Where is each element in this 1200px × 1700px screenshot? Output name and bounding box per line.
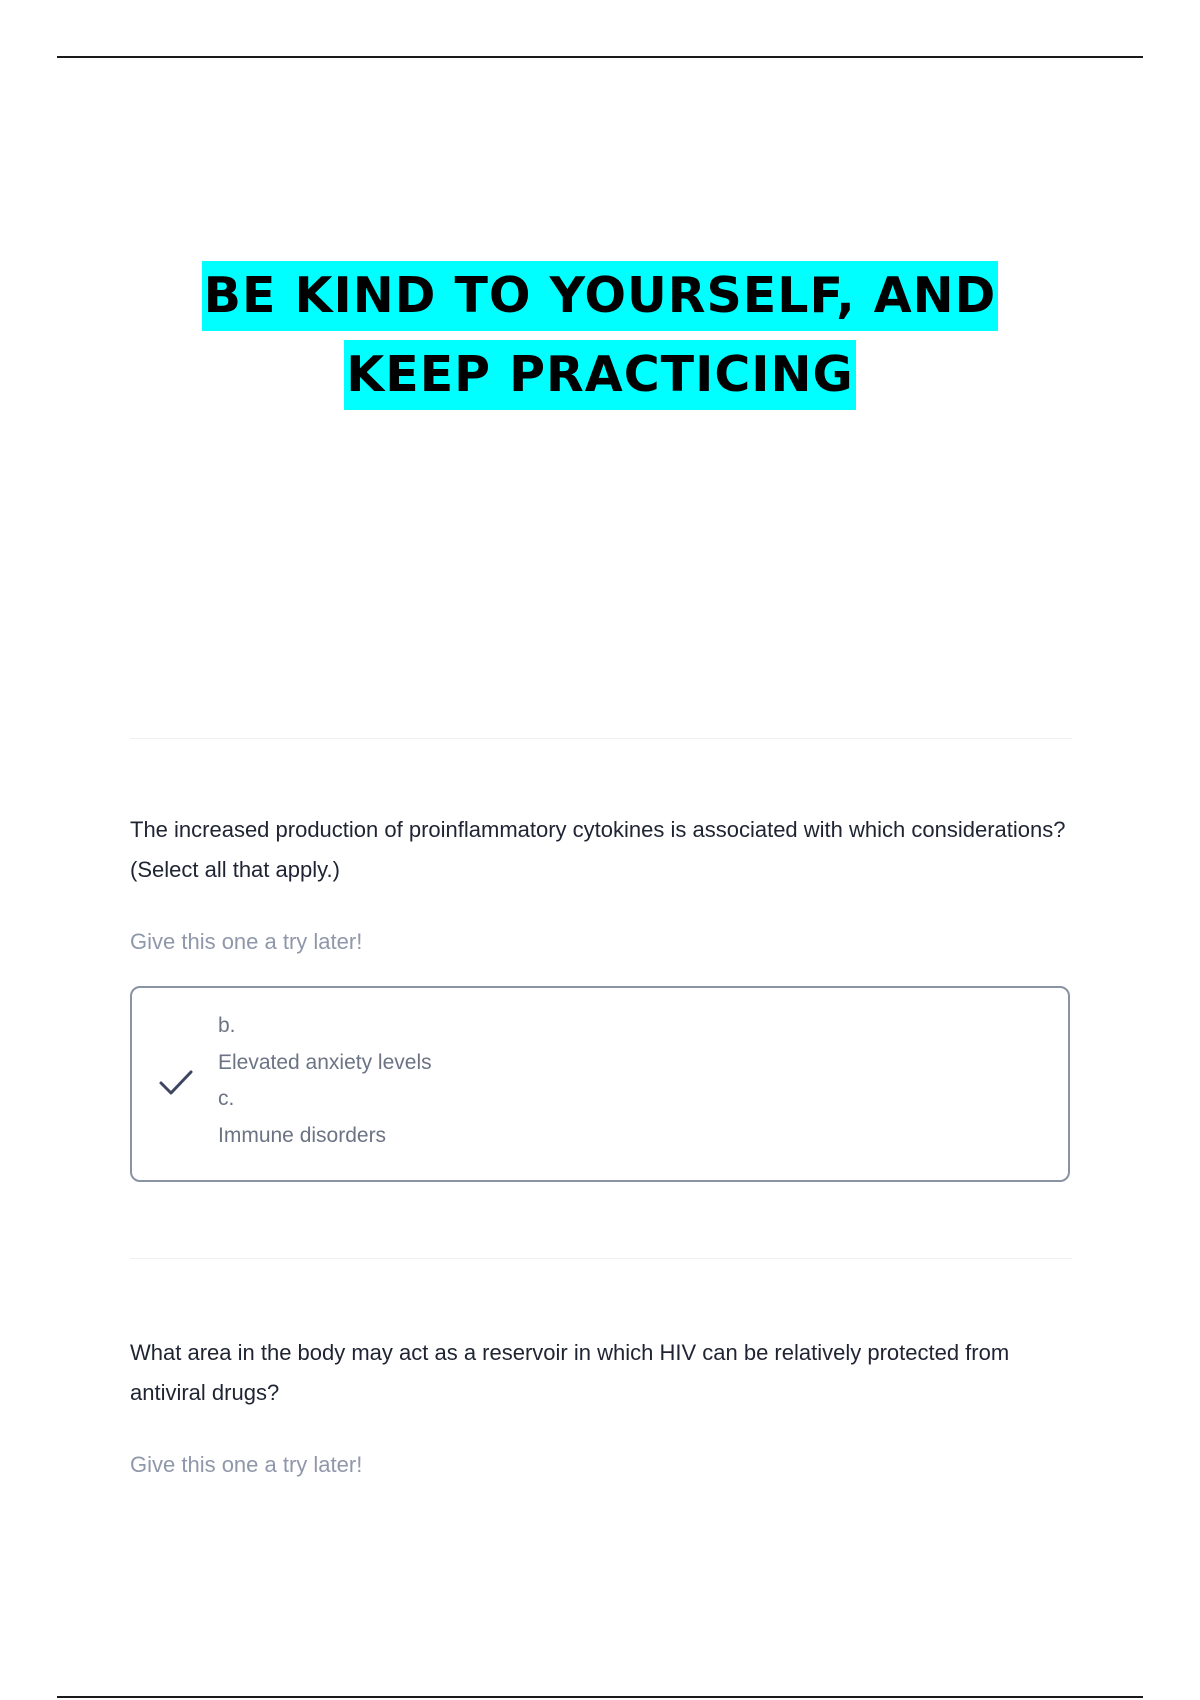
motivation-banner bbox=[0, 258, 1200, 416]
question-1-text: The increased production of proinflammatory cytokines is associated with which considerations? (Select all that apply.) bbox=[130, 817, 1066, 882]
banner-line-1: BE KIND TO YOURSELF, AND bbox=[202, 261, 999, 331]
question-2-hint: Give this one a try later! bbox=[130, 1452, 363, 1477]
answer-list bbox=[218, 1008, 432, 1154]
top-rule bbox=[57, 56, 1143, 58]
answer-option-b: Elevated anxiety levels bbox=[218, 1050, 432, 1074]
question-2-text: What area in the body may act as a reservoir in which HIV can be relatively protected from antiviral drugs? bbox=[130, 1340, 1010, 1405]
section-divider bbox=[130, 738, 1072, 739]
question-1-hint: Give this one a try later! bbox=[130, 929, 363, 954]
banner-line-2: KEEP PRACTICING bbox=[344, 340, 856, 410]
bottom-rule bbox=[57, 1696, 1143, 1698]
section-divider bbox=[130, 1258, 1072, 1259]
answer-letter-c: c. bbox=[218, 1087, 235, 1110]
answer-option-c: Immune disorders bbox=[218, 1123, 387, 1147]
answer-letter-b: b. bbox=[218, 1014, 236, 1037]
checkmark-icon bbox=[158, 1068, 194, 1098]
question-1-answer-box[interactable] bbox=[130, 986, 1070, 1182]
